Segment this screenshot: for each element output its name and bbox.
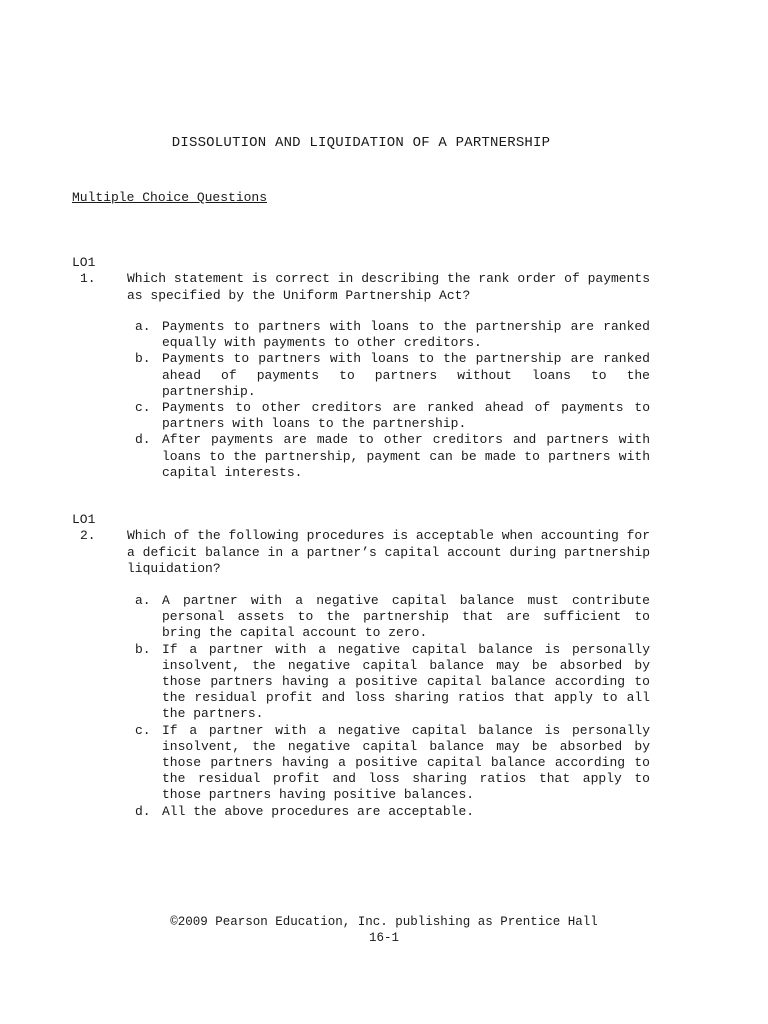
- option-text: After payments are made to other creditors and partners with loans to the partnership, payment can be made to partners with capital interests.: [162, 432, 650, 480]
- answer-option-c: [135, 400, 650, 432]
- option-text: Payments to other creditors are ranked ahead of payments to partners with loans to the partnership.: [162, 400, 650, 432]
- option-text: If a partner with a negative capital balance is personally insolvent, the negative capital balance may be absorbed by those partners having a positive capital balance according to the residual profit and loss sharing ratios that apply to those partners having positive balances.: [162, 722, 650, 803]
- question-number: 2.: [80, 528, 96, 543]
- option-text: Payments to partners with loans to the partnership are ranked ahead of payments to partners without loans to the partnership.: [162, 351, 650, 399]
- option-letter: c.: [135, 722, 151, 738]
- copyright-notice: ©2009 Pearson Education, Inc. publishing as Prentice Hall: [170, 915, 598, 929]
- option-letter: a.: [135, 319, 151, 334]
- page-footer: [0, 914, 768, 946]
- learning-objective-label: LO1: [72, 512, 96, 527]
- option-text: A partner with a negative capital balance must contribute personal assets to the partnership that are sufficient to bring the capital account to zero.: [162, 593, 650, 641]
- learning-objective-label: LO1: [72, 255, 96, 270]
- answer-option-b: [135, 351, 650, 400]
- page-title: DISSOLUTION AND LIQUIDATION OF A PARTNERSHIP: [171, 135, 551, 151]
- answer-option-b: [135, 642, 650, 723]
- question-text: Which statement is correct in describing the rank order of payments as specified by the Uniform Partnership Act?: [127, 271, 650, 303]
- answer-options: [135, 319, 650, 481]
- option-letter: c.: [135, 400, 151, 416]
- answer-option-d: [135, 804, 650, 820]
- option-letter: d.: [135, 803, 151, 819]
- option-text: If a partner with a negative capital balance is personally insolvent, the negative capital balance may be absorbed by those partners having a positive capital balance according to the residual profit and loss sharing ratios that apply to all the partners.: [162, 641, 650, 722]
- option-text: All the above procedures are acceptable.: [162, 803, 475, 819]
- question-text: Which of the following procedures is acceptable when accounting for a deficit balance in a partner’s capital account during partnership liquidation?: [127, 528, 650, 576]
- answer-option-c: [135, 723, 650, 804]
- page-number: 16-1: [368, 931, 399, 945]
- answer-options: [135, 593, 650, 820]
- answer-option-a: [135, 319, 650, 351]
- answer-option-d: [135, 432, 650, 481]
- option-letter: b.: [135, 641, 151, 657]
- question-number: 1.: [80, 271, 96, 286]
- option-text: Payments to partners with loans to the partnership are ranked equally with payments to other creditors.: [162, 319, 650, 351]
- section-heading: Multiple Choice Questions: [72, 190, 268, 205]
- option-letter: a.: [135, 593, 151, 608]
- answer-option-a: [135, 593, 650, 642]
- option-letter: b.: [135, 351, 151, 367]
- option-letter: d.: [135, 432, 151, 448]
